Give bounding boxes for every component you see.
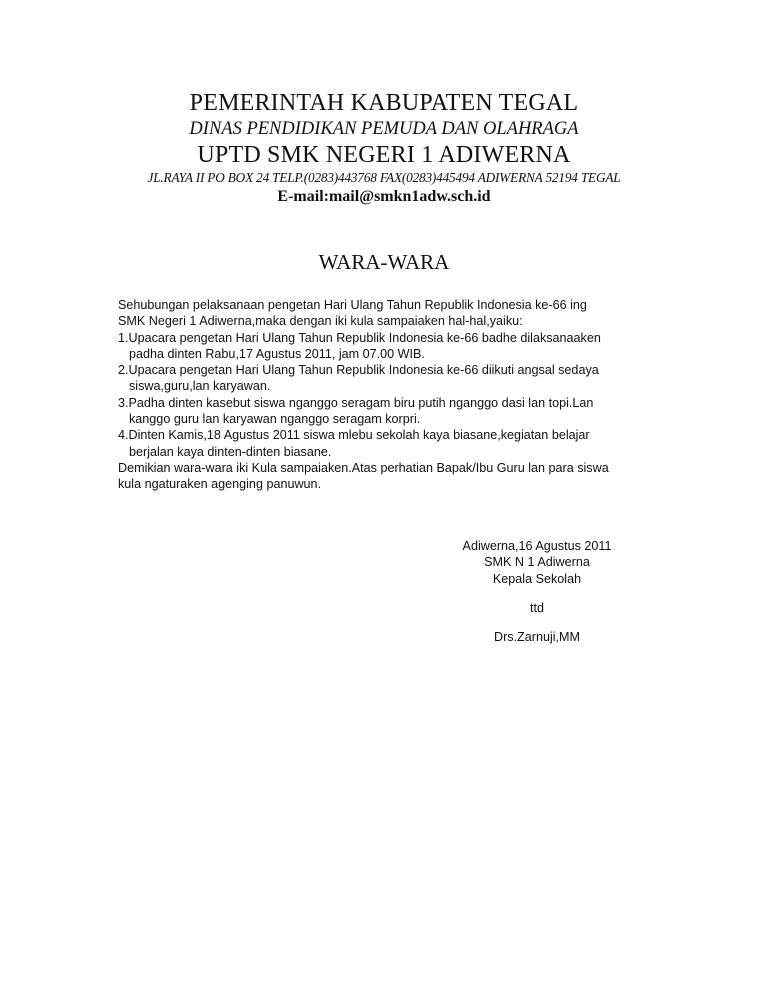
letterhead <box>0 88 768 208</box>
list-item-2-continuation: siswa,guru,lan karyawan. <box>129 379 271 394</box>
list-item-4-continuation: berjalan kaya dinten-dinten biasane. <box>129 444 332 459</box>
school-email: E-mail:mail@smkn1adw.sch.id <box>277 188 491 205</box>
signatory-institution: SMK N 1 Adiwerna <box>484 555 590 570</box>
list-item-2-line: 2.Upacara pengetan Hari Ulang Tahun Republik Indonesia ke-66 diikuti angsal sedaya <box>118 363 599 378</box>
signatory-position: Kepala Sekolah <box>492 571 582 586</box>
list-item-3-continuation: kanggo guru lan karyawan nganggo seragam korpri. <box>129 412 421 427</box>
announcement-body <box>118 297 658 493</box>
document-title: WARA-WARA <box>318 250 450 274</box>
school-address: JL.RAYA II PO BOX 24 TELP.(0283)443768 FAX(0283)445494 ADIWERNA 52194 TEGAL <box>147 170 621 185</box>
department-heading: DINAS PENDIDIKAN PEMUDA DAN OLAHRAGA <box>189 119 579 139</box>
government-heading: PEMERINTAH KABUPATEN TEGAL <box>189 90 579 116</box>
signed-mark: ttd <box>529 600 544 615</box>
place-date: Adiwerna,16 Agustus 2011 <box>462 539 612 553</box>
list-item-1-line: 1.Upacara pengetan Hari Ulang Tahun Republik Indonesia ke-66 badhe dilaksanaaken <box>118 330 601 345</box>
signature-block <box>452 538 622 645</box>
list-item-4-line: 4.Dinten Kamis,18 Agustus 2011 siswa mlebu sekolah kaya biasane,kegiatan belajar <box>118 428 590 443</box>
signature-spacer <box>452 587 622 600</box>
signature-spacer <box>452 616 622 629</box>
signatory-name: Drs.Zarnuji,MM <box>493 630 581 645</box>
list-item-3-line: 3.Padha dinten kasebut siswa nganggo seragam biru putih nganggo dasi lan topi.Lan <box>118 395 594 410</box>
intro-line: Sehubungan pelaksanaan pengetan Hari Ulang Tahun Republik Indonesia ke-66 ing <box>118 298 587 312</box>
intro-line: SMK Negeri 1 Adiwerna,maka dengan iki kula sampaiaken hal-hal,yaiku: <box>118 314 523 329</box>
closing-line: Demikian wara-wara iki Kula sampaiaken.Atas perhatian Bapak/Ibu Guru lan para siswa <box>118 460 609 475</box>
closing-line: kula ngaturaken agenging panuwun. <box>118 477 322 492</box>
list-item-1-continuation: padha dinten Rabu,17 Agustus 2011, jam 07.00 WIB. <box>129 346 425 361</box>
school-heading: UPTD SMK NEGERI 1 ADIWERNA <box>197 142 571 168</box>
